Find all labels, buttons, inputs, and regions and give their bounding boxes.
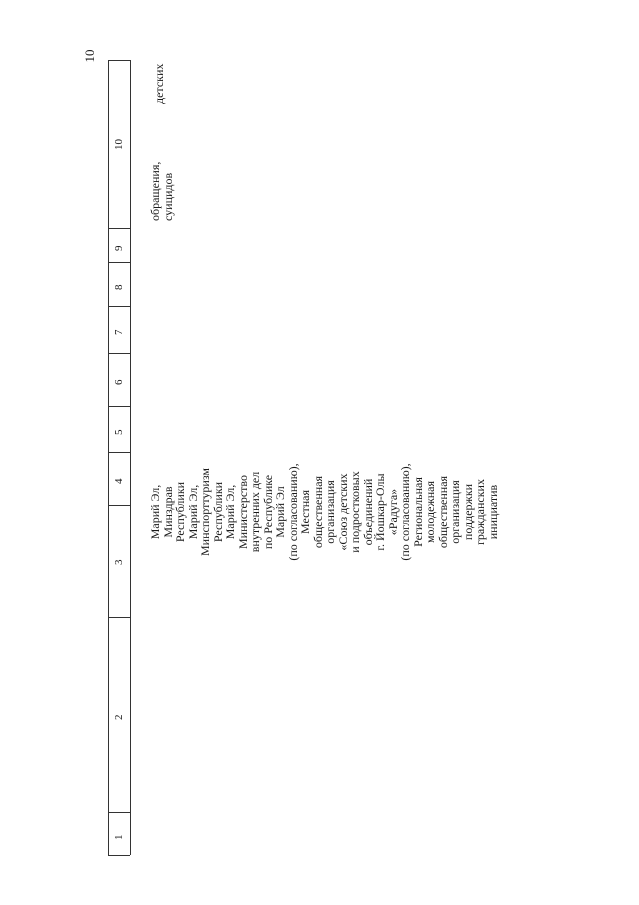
col-number-5: 5 (113, 429, 125, 435)
col-separator-4 (108, 452, 130, 453)
col-number-10: 10 (113, 139, 125, 150)
col-separator-5 (108, 406, 130, 407)
col-number-1: 1 (113, 834, 125, 840)
cell-responsible-executors: Марий Эл, Минздрав Республики Марий Эл, Минспорттуризм Республики Марий Эл, Министерство внутренних дел по Республике Марий Эл (по согласованию), Местная общественная организация «Союз детских и подростковых объединений г. Йошкар-Олы «Радуга» (по согласованию), Региональная молодежная общественная организация поддержки гражданских инициатив (148, 463, 500, 561)
col-number-2: 2 (113, 714, 125, 720)
col-separator-0 (108, 855, 130, 856)
col-number-9: 9 (113, 245, 125, 251)
col-separator-9 (108, 228, 130, 229)
col-separator-3 (108, 505, 130, 506)
table-border-left (108, 60, 109, 855)
col-separator-8 (108, 262, 130, 263)
col-separator-6 (108, 353, 130, 354)
col-separator-2 (108, 617, 130, 618)
col-number-3: 3 (113, 559, 125, 565)
col-number-8: 8 (113, 284, 125, 290)
page-number: 10 (82, 49, 97, 63)
cell-col10-top: детских (152, 63, 166, 104)
col-separator-7 (108, 306, 130, 307)
col-separator-1 (108, 812, 130, 813)
col-separator-10 (108, 60, 130, 61)
col-number-6: 6 (113, 379, 125, 385)
col-number-7: 7 (113, 329, 125, 335)
col-number-4: 4 (113, 478, 125, 484)
table-border-header (130, 60, 131, 855)
cell-col10-main: обращения, суицидов (148, 161, 175, 221)
